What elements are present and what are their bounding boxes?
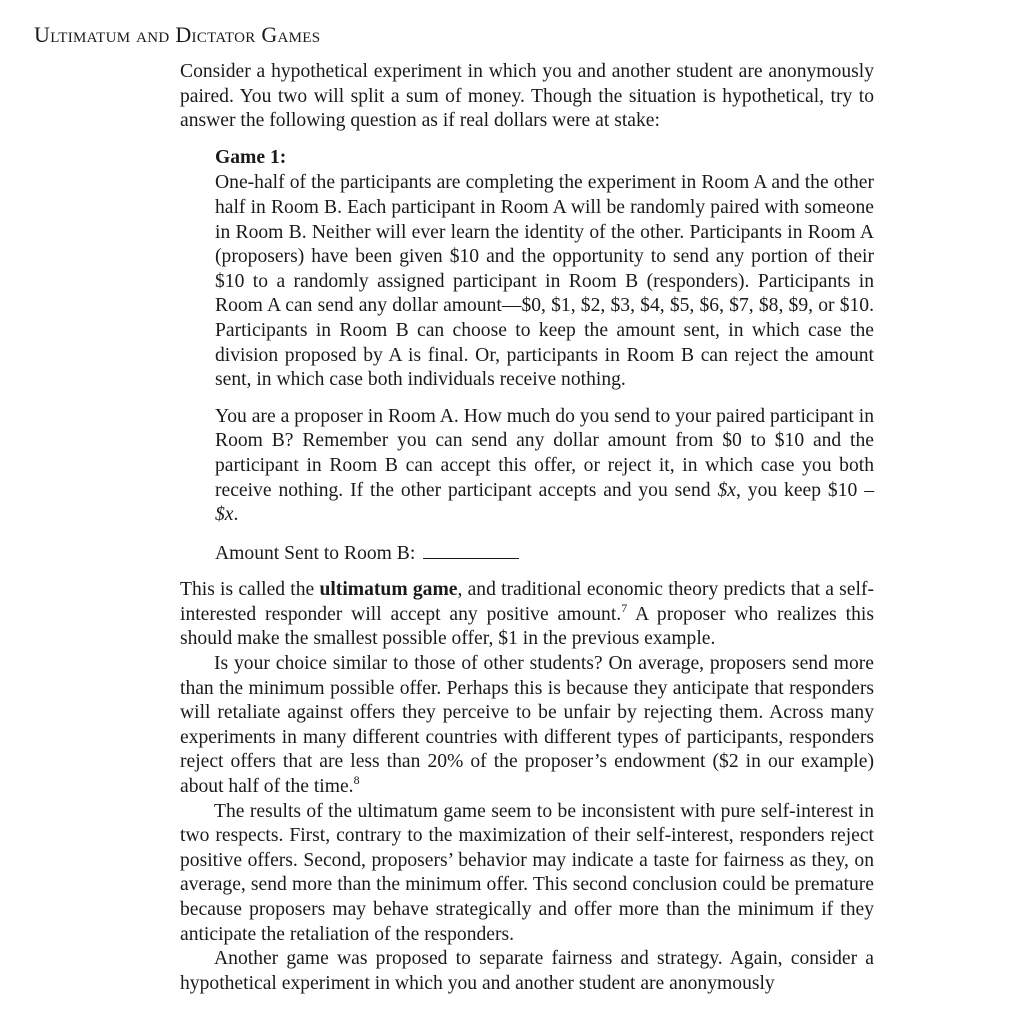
body-text [180,60,874,996]
answer-line [215,540,874,567]
question-x-2: $x [215,504,234,526]
question-end: . [233,504,239,526]
question-text: You are a proposer in Room A. How much do you send to your paired participant in Room B? Remember you can send any dollar amount from $0 to $10 and the participant in Room B can accept this offer, or reject it, in which case you both receive nothing. If the other participant accepts and you send [215,405,874,501]
p1-before: This is called the [180,579,320,601]
game-1-description: One-half of the participants are completing the experiment in Room A and the other half in Room B. Each participant in Room A will be randomly paired with someone in Room B. Neither will ever learn the identity of the other. Participants in Room A (proposers) have been given $10 and the opportunity to send any portion of their $10 to a randomly assigned participant in Room B (responders). Participants in Room A can send any dollar amount—$0, $1, $2, $3, $4, $5, $6, $7, $8, $9, or $10. Participants in Room B can choose to keep the amount sent, in which case the division proposed by A is final. Or, participants in Room B can reject the amount sent, in which case both individuals receive nothing. [215,172,874,391]
paragraph-average [180,652,874,800]
p2-text: Is your choice similar to those of other students? On average, proposers send more than the minimum possible offer. Perhaps this is because they anticipate that responders will retaliate against offers they perceive to be unfair by rejecting them. Across many experiments in many different countries with different types of participants, responders reject offers that are less than 20% of the proposer’s endowment ($2 in our example) about half of the time. [180,653,874,798]
p1-after: , and traditional economic theory predicts that a self-interested responder will accept any positive amount. [180,579,875,625]
paragraph-results: The results of the ultimatum game seem to be inconsistent with pure self-interest in two respects. First, contrary to the maximization of their self-interest, responders reject positive offers. Second, proposers’ behavior may indicate a taste for fairness as they, on average, send more than the minimum offer. This second conclusion could be premature because proposers may behave strategically and offer more than the minimum if they anticipate the retaliation of the responders. [180,800,874,945]
footnote-8[interactable]: 8 [353,773,360,788]
paragraph-ultimatum [180,578,874,652]
paragraph-another-game: Another game was proposed to separate fairness and strategy. Again, consider a hypothetical experiment in which you and another student are anonymously [180,948,874,994]
footnote-7[interactable]: 7 [621,600,628,615]
answer-label: Amount Sent to Room B: [215,542,416,564]
running-head: Ultimatum and Dictator Games [34,22,321,47]
question-x: $x [717,479,736,501]
game-1-title: Game 1: [215,146,287,168]
game-1-question [215,405,874,528]
p1-tail: A proposer who realizes this should make the smallest possible offer, $1 in the previous example. [180,603,874,650]
game-1-box [215,146,874,567]
intro-paragraph: Consider a hypothetical experiment in which you and another student are anonymously paired. You two will split a sum of money. Though the situation is hypothetical, try to answer the following question as if real dollars were at stake: [180,61,874,132]
answer-blank[interactable] [423,540,519,559]
term-ultimatum-game: ultimatum game [319,579,458,601]
question-keep: , you keep $10 – [735,479,874,501]
